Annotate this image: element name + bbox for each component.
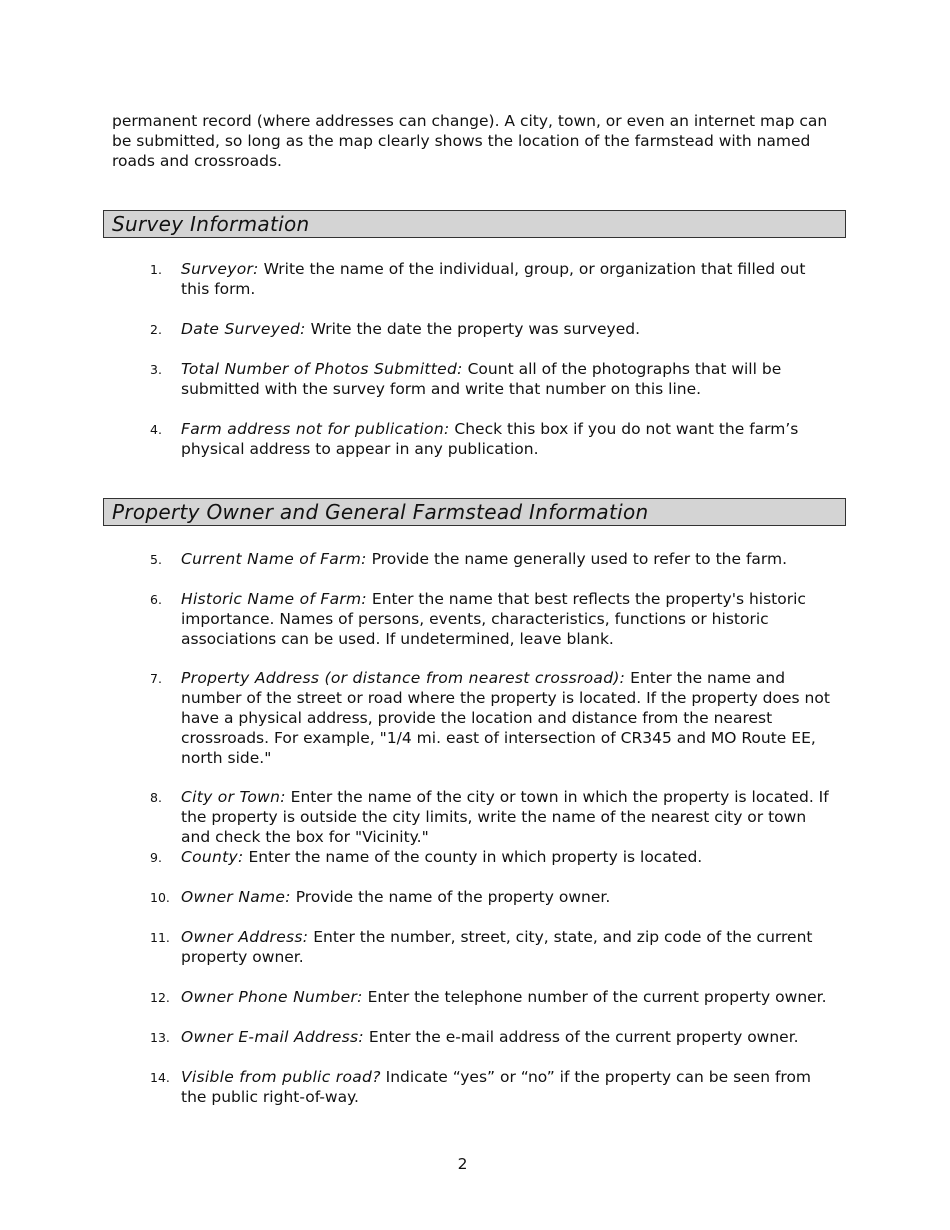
- item-text: Check this box if you do not want the farm’s physical address to appear in any publication.: [181, 420, 799, 458]
- item-number: 5.: [150, 552, 162, 567]
- item-number: 2.: [150, 322, 162, 337]
- item-body: [181, 259, 831, 299]
- item-term: Surveyor:: [181, 260, 259, 278]
- item-text: Provide the name generally used to refer to the farm.: [366, 550, 788, 568]
- item-number: 8.: [150, 790, 162, 805]
- item-body: [181, 419, 831, 459]
- item-term: Owner Name:: [181, 888, 291, 906]
- item-term: Owner Address:: [181, 928, 309, 946]
- section-header-property-owner: Property Owner and General Farmstead Information: [103, 498, 846, 526]
- item-number: 6.: [150, 592, 162, 607]
- item-term: Farm address not for publication:: [181, 420, 450, 438]
- item-text: Enter the name and number of the street or road where the property is located. If the property does not have a physical address, provide the location and distance from the nearest crossroads. For example, "1/4 mi. east of intersection of CR345 and MO Route EE, north side.": [181, 669, 830, 767]
- item-body: [181, 927, 831, 967]
- item-body: [181, 987, 831, 1007]
- item-text: Indicate “yes” or “no” if the property can be seen from the public right-of-way.: [181, 1068, 812, 1106]
- item-text: Provide the name of the property owner.: [290, 888, 611, 906]
- item-text: Enter the name of the county in which property is located.: [243, 848, 703, 866]
- item-text: Count all of the photographs that will be submitted with the survey form and write that number on this line.: [181, 360, 782, 398]
- item-term: Property Address (or distance from nearest crossroad):: [181, 669, 626, 687]
- item-body: [181, 668, 831, 768]
- item-body: [181, 359, 831, 399]
- item-term: Current Name of Farm:: [181, 550, 367, 568]
- item-body: [181, 1027, 831, 1047]
- item-body: [181, 847, 831, 867]
- item-text: Enter the telephone number of the current property owner.: [362, 988, 827, 1006]
- item-number: 13.: [150, 1030, 170, 1045]
- item-term: City or Town:: [181, 788, 286, 806]
- item-term: Total Number of Photos Submitted:: [181, 360, 463, 378]
- item-text: Enter the e-mail address of the current property owner.: [363, 1028, 799, 1046]
- item-body: [181, 1067, 831, 1107]
- item-number: 10.: [150, 890, 170, 905]
- item-body: [181, 787, 831, 847]
- item-term: Owner E-mail Address:: [181, 1028, 364, 1046]
- item-text: Write the name of the individual, group, or organization that filled out this form.: [181, 260, 806, 298]
- item-number: 7.: [150, 671, 162, 686]
- item-text: Write the date the property was surveyed.: [305, 320, 640, 338]
- item-term: County:: [181, 848, 244, 866]
- item-body: [181, 887, 831, 907]
- item-number: 11.: [150, 930, 170, 945]
- item-number: 12.: [150, 990, 170, 1005]
- item-number: 1.: [150, 262, 162, 277]
- item-term: Owner Phone Number:: [181, 988, 363, 1006]
- item-number: 3.: [150, 362, 162, 377]
- item-text: Enter the name of the city or town in which the property is located. If the property is outside the city limits, write the name of the nearest city or town and check the box for "Vicinity.": [181, 788, 829, 846]
- item-number: 9.: [150, 850, 162, 865]
- section-header-survey-information: Survey Information: [103, 210, 846, 238]
- intro-paragraph: permanent record (where addresses can change). A city, town, or even an internet map can be submitted, so long as the map clearly shows the location of the farmstead with named roads and crossroads.: [112, 112, 828, 170]
- item-term: Visible from public road?: [181, 1068, 381, 1086]
- item-number: 14.: [150, 1070, 170, 1085]
- item-term: Historic Name of Farm:: [181, 590, 367, 608]
- item-body: [181, 319, 831, 339]
- page-number: 2: [457, 1155, 468, 1173]
- item-term: Date Surveyed:: [181, 320, 306, 338]
- item-text: Enter the number, street, city, state, and zip code of the current property owner.: [181, 928, 813, 966]
- item-text: Enter the name that best reflects the property's historic importance. Names of persons, events, characteristics, functions or historic associations can be used. If undetermined, leave blank.: [181, 590, 806, 648]
- item-body: [181, 589, 831, 649]
- item-number: 4.: [150, 422, 162, 437]
- item-body: [181, 549, 831, 569]
